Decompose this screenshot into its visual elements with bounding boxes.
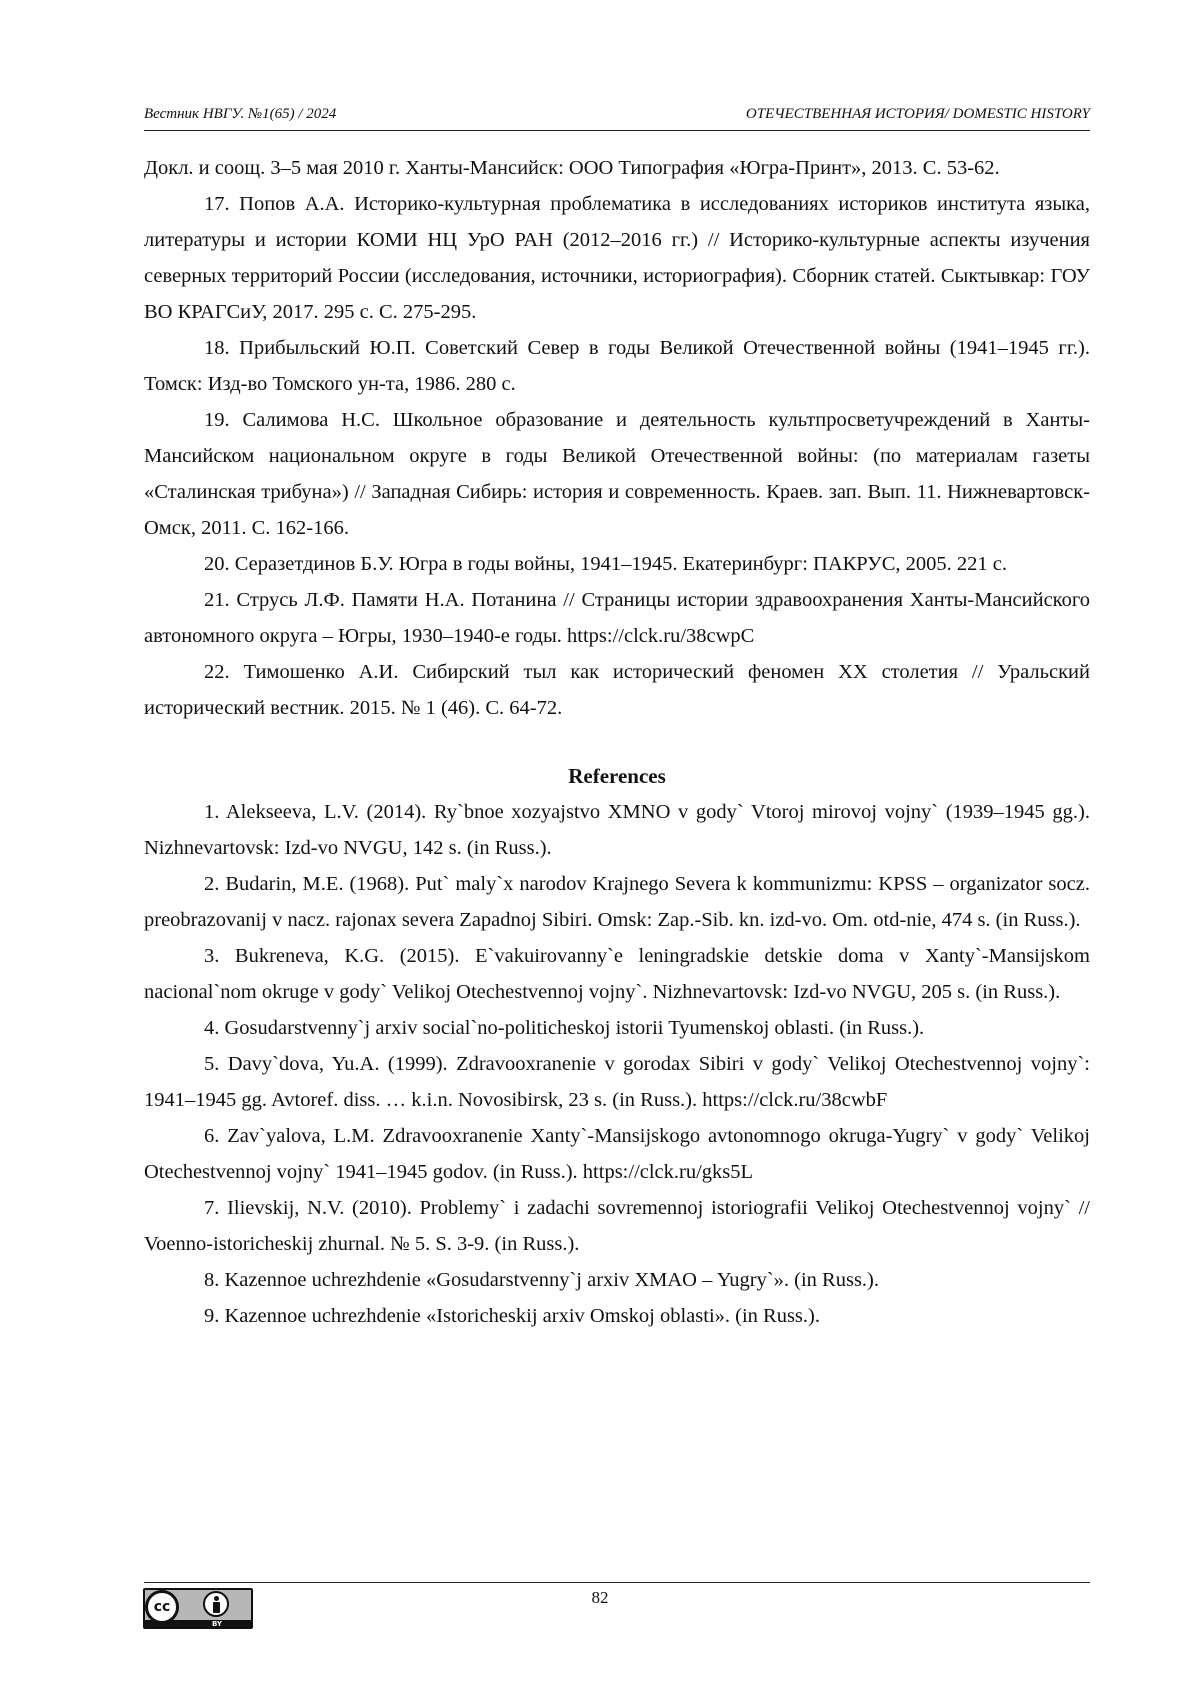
page-body [144, 150, 1090, 1334]
references-heading: References [568, 764, 666, 788]
bibliography-entry-continuation: Докл. и соощ. 3–5 мая 2010 г. Ханты-Мансийск: ООО Типография «Югра-Принт», 2013. С. 53-62. [144, 157, 1000, 179]
reference-entry: 4. Gosudarstvenny`j arxiv social`no-politicheskoj istorii Tyumenskoj oblasti. (in Russ.). [204, 1017, 925, 1039]
bibliography-entry: 22. Тимошенко А.И. Сибирский тыл как исторический феномен XX столетия // Уральский исторический вестник. 2015. № 1 (46). С. 64-72. [144, 661, 1090, 719]
reference-entry: 7. Ilievskij, N.V. (2010). Problemy` i zadachi sovremennoj istoriografii Velikoj Otechestvennoj vojny` // Voenno-istoricheskij zhurnal. № 5. S. 3-9. (in Russ.). [144, 1197, 1090, 1255]
reference-entry: 5. Davy`dova, Yu.A. (1999). Zdravooxranenie v gorodax Sibiri v gody` Velikoj Otechestvennoj vojny`: 1941–1945 gg. Avtoref. diss. … k.i.n. Novosibirsk, 23 s. (in Russ.). https://clck.ru/38cwbF [144, 1053, 1090, 1111]
header-divider [144, 130, 1090, 131]
reference-entry: 8. Kazennoe uchrezhdenie «Gosudarstvenny`j arxiv XMAO – Yugry`». (in Russ.). [204, 1269, 880, 1291]
reference-entry: 1. Alekseeva, L.V. (2014). Ry`bnoe xozyajstvo XMNO v gody` Vtoroj mirovoj vojny` (1939–1945 gg.). Nizhnevartovsk: Izd-vo NVGU, 142 s. (in Russ.). [144, 801, 1090, 859]
bibliography-entry: 20. Серазетдинов Б.У. Югра в годы войны, 1941–1945. Екатеринбург: ПАКРУС, 2005. 221 с. [204, 553, 1007, 575]
page-number: 82 [591, 1588, 609, 1607]
bibliography-entry: 19. Салимова Н.С. Школьное образование и деятельность культпросветучреждений в Ханты-Мансийском национальном округе в годы Великой Отечественной войны: (по материалам газеты «Сталинская трибуна») // Западная Сибирь: история и современность. Краев. зап. Вып. 11. Нижневартовск-Омск, 2011. С. 162-166. [144, 409, 1090, 539]
cc-icon: cc [145, 1590, 179, 1624]
bibliography-entry: 18. Прибыльский Ю.П. Советский Север в годы Великой Отечественной войны (1941–1945 гг.). Томск: Изд-во Томского ун-та, 1986. 280 с. [144, 337, 1090, 395]
bibliography-entry: 17. Попов А.А. Историко-культурная проблематика в исследованиях историков института языка, литературы и истории КОМИ НЦ УрО РАН (2012–2016 гг.) // Историко-культурные аспекты изучения северных территорий России (исследования, источники, историография). Сборник статей. Сыктывкар: ГОУ ВО КРАГСиУ, 2017. 295 с. С. 275-295. [144, 193, 1090, 323]
bibliography-entry: 21. Струсь Л.Ф. Памяти Н.А. Потанина // Страницы истории здравоохранения Ханты-Мансийского автономного округа – Югры, 1930–1940-е годы. https://clck.ru/38cwpC [144, 589, 1090, 647]
reference-entry: 3. Bukreneva, K.G. (2015). E`vakuirovanny`e leningradskie detskie doma v Xanty`-Mansijskom nacional`nom okruge v gody` Velikoj Otechestvennoj vojny`. Nizhnevartovsk: Izd-vo NVGU, 205 s. (in Russ.). [144, 945, 1090, 1003]
section-title: ОТЕЧЕСТВЕННАЯ ИСТОРИЯ/ DOMESTIC HISTORY [745, 106, 1090, 122]
reference-entry: 2. Budarin, M.E. (1968). Put` maly`x narodov Krajnego Severa k kommunizmu: KPSS – organizator socz. preobrazovanij v nacz. rajonax severa Zapadnoj Sibiri. Omsk: Zap.-Sib. kn. izd-vo. Om. otd-nie, 474 s. (in Russ.). [144, 873, 1090, 931]
journal-issue: Вестник НВГУ. №1(65) / 2024 [144, 106, 337, 122]
footer-divider [144, 1582, 1090, 1583]
by-label: BY [211, 1620, 223, 1628]
reference-entry: 9. Kazennoe uchrezhdenie «Istoricheskij arxiv Omskoj oblasti». (in Russ.). [204, 1305, 820, 1327]
reference-entry: 6. Zav`yalova, L.M. Zdravooxranenie Xanty`-Mansijskogo avtonomnogo okruga-Yugry` v gody` Velikoj Otechestvennoj vojny` 1941–1945 godov. (in Russ.). https://clck.ru/gks5L [144, 1125, 1090, 1183]
